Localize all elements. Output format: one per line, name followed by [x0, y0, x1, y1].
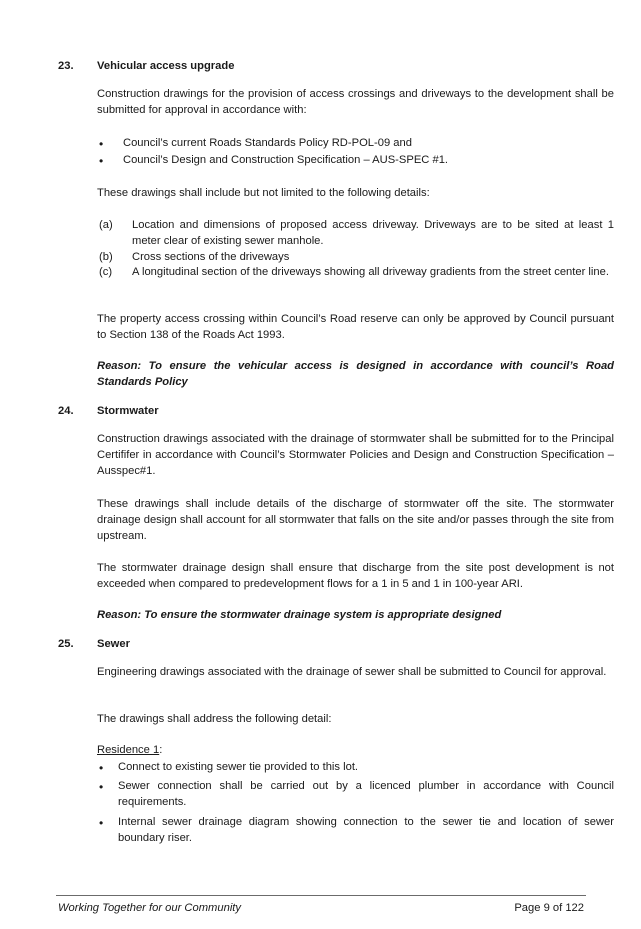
section-25-title: Sewer — [97, 638, 130, 650]
residence-subheading — [97, 742, 162, 758]
item-label: (c) — [99, 266, 113, 278]
section-23-number: 23. — [58, 60, 74, 72]
footer-tagline: Working Together for our Community — [58, 902, 242, 914]
bullet-glyph: • — [99, 780, 104, 794]
section-23-title: Vehicular access upgrade — [97, 60, 235, 72]
section-23-bullet: Council’s Design and Construction Specification – AUS-SPEC #1. — [123, 154, 449, 166]
section-24-paragraph: Construction drawings associated with the drainage of stormwater shall be submitted for to the Principal Certififer in accordance with Council’s Stormwater Policies and Design and Construction Specification – Ausspec#1. — [97, 433, 614, 477]
section-25-bullet: Internal sewer drainage diagram showing connection to the sewer tie and location of sewer boundary riser. — [118, 816, 614, 844]
section-23-note: The property access crossing within Council’s Road reserve can only be approved by Council pursuant to Section 138 of the Roads Act 1993. — [97, 313, 614, 341]
section-24-title: Stormwater — [97, 405, 159, 417]
section-23-reason: Reason: To ensure the vehicular access is designed in accordance with council’s Road Standards Policy — [97, 360, 614, 388]
bullet-glyph: • — [99, 154, 104, 168]
item-text: Location and dimensions of proposed access driveway. Driveways are to be sited at least 1 meter clear of existing sewer manhole. — [132, 219, 614, 247]
section-23-intro: Construction drawings for the provision of access crossings and driveways to the development shall be submitted for approval in accordance with: — [97, 88, 614, 116]
section-24-number: 24. — [58, 405, 74, 417]
item-text: A longitudinal section of the driveways showing all driveway gradients from the street center line. — [132, 266, 609, 278]
section-25-bullet: Connect to existing sewer tie provided to this lot. — [118, 761, 359, 773]
section-24-paragraph: These drawings shall include details of the discharge of stormwater off the site. The stormwater drainage design shall account for all stormwater that falls on the site and/or passes through the site from upstream. — [97, 498, 614, 542]
page-number: Page 9 of 122 — [514, 902, 584, 914]
section-25-number: 25. — [58, 638, 74, 650]
bullet-glyph: • — [99, 761, 104, 775]
section-23-bullet: Council’s current Roads Standards Policy RD-POL-09 and — [123, 137, 412, 149]
section-23-details-intro: These drawings shall include but not limited to the following details: — [97, 187, 430, 199]
footer-divider — [56, 895, 586, 896]
residence-subheading-label: Residence 1 — [97, 744, 160, 756]
residence-subheading-suffix: : — [159, 744, 163, 756]
item-label: (b) — [99, 251, 113, 263]
item-label: (a) — [99, 219, 113, 231]
section-24-reason: Reason: To ensure the stormwater drainage system is appropriate designed — [97, 609, 502, 621]
section-25-paragraph: The drawings shall address the following detail: — [97, 713, 332, 725]
section-25-paragraph: Engineering drawings associated with the drainage of sewer shall be submitted to Council for approval. — [97, 666, 607, 678]
item-text: Cross sections of the driveways — [132, 251, 290, 263]
section-24-paragraph: The stormwater drainage design shall ensure that discharge from the site post development is not exceeded when compared to predevelopment flows for a 1 in 5 and 1 in 100-year ARI. — [97, 562, 614, 590]
bullet-glyph: • — [99, 816, 104, 830]
section-25-bullet: Sewer connection shall be carried out by a licenced plumber in accordance with Council requirements. — [118, 780, 614, 808]
bullet-glyph: • — [99, 137, 104, 151]
